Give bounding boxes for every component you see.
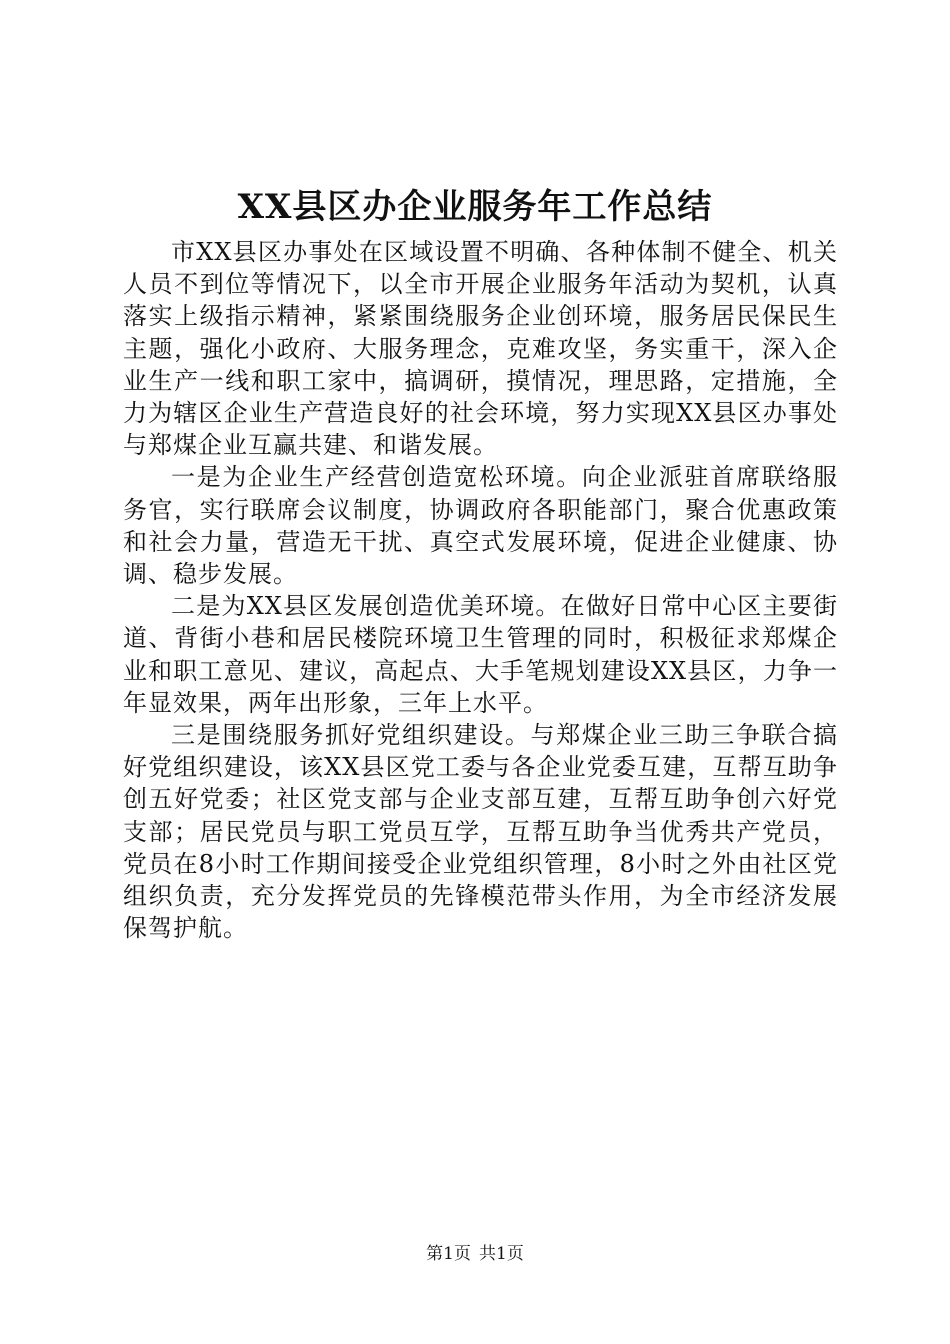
- document-body: [123, 236, 838, 944]
- paragraph-point-two: 二是为XX县区发展创造优美环境。在做好日常中心区主要街道、背街小巷和居民楼院环境卫生管理的同时，积极征求郑煤企业和职工意见、建议，高起点、大手笔规划建设XX县区，力争一年显效果，两年出形象，三年上水平。: [123, 592, 838, 717]
- document-title: XX县区办企业服务年工作总结: [237, 187, 713, 227]
- page-footer: [0, 1242, 950, 1266]
- paragraph-point-one: 一是为企业生产经营创造宽松环境。向企业派驻首席联络服务官，实行联席会议制度，协调政府各职能部门，聚合优惠政策和社会力量，营造无干扰、真空式发展环境，促进企业健康、协调、稳步发展。: [123, 463, 838, 589]
- page-total: 共1页: [479, 1244, 524, 1264]
- paragraph-point-three: 三是围绕服务抓好党组织建设。与郑煤企业三助三争联合搞好党组织建设，该XX县区党工委与各企业党委互建，互帮互助争创五好党委；社区党支部与企业支部互建，互帮互助争创六好党支部；居民党员与职工党员互学，互帮互助争当优秀共产党员，党员在8小时工作期间接受企业党组织管理，8小时之外由社区党组织负责，充分发挥党员的先锋模范带头作用，为全市经济发展保驾护航。: [123, 721, 838, 943]
- page-number: 第1页: [426, 1244, 471, 1264]
- paragraph-intro: 市XX县区办事处在区域设置不明确、各种体制不健全、机关人员不到位等情况下，以全市开展企业服务年活动为契机，认真落实上级指示精神，紧紧围绕服务企业创环境，服务居民保民生主题，强化小政府、大服务理念，克难攻坚，务实重干，深入企业生产一线和职工家中，搞调研，摸情况，理思路，定措施，全力为辖区企业生产营造良好的社会环境，努力实现XX县区办事处与郑煤企业互赢共建、和谐发展。: [123, 238, 838, 460]
